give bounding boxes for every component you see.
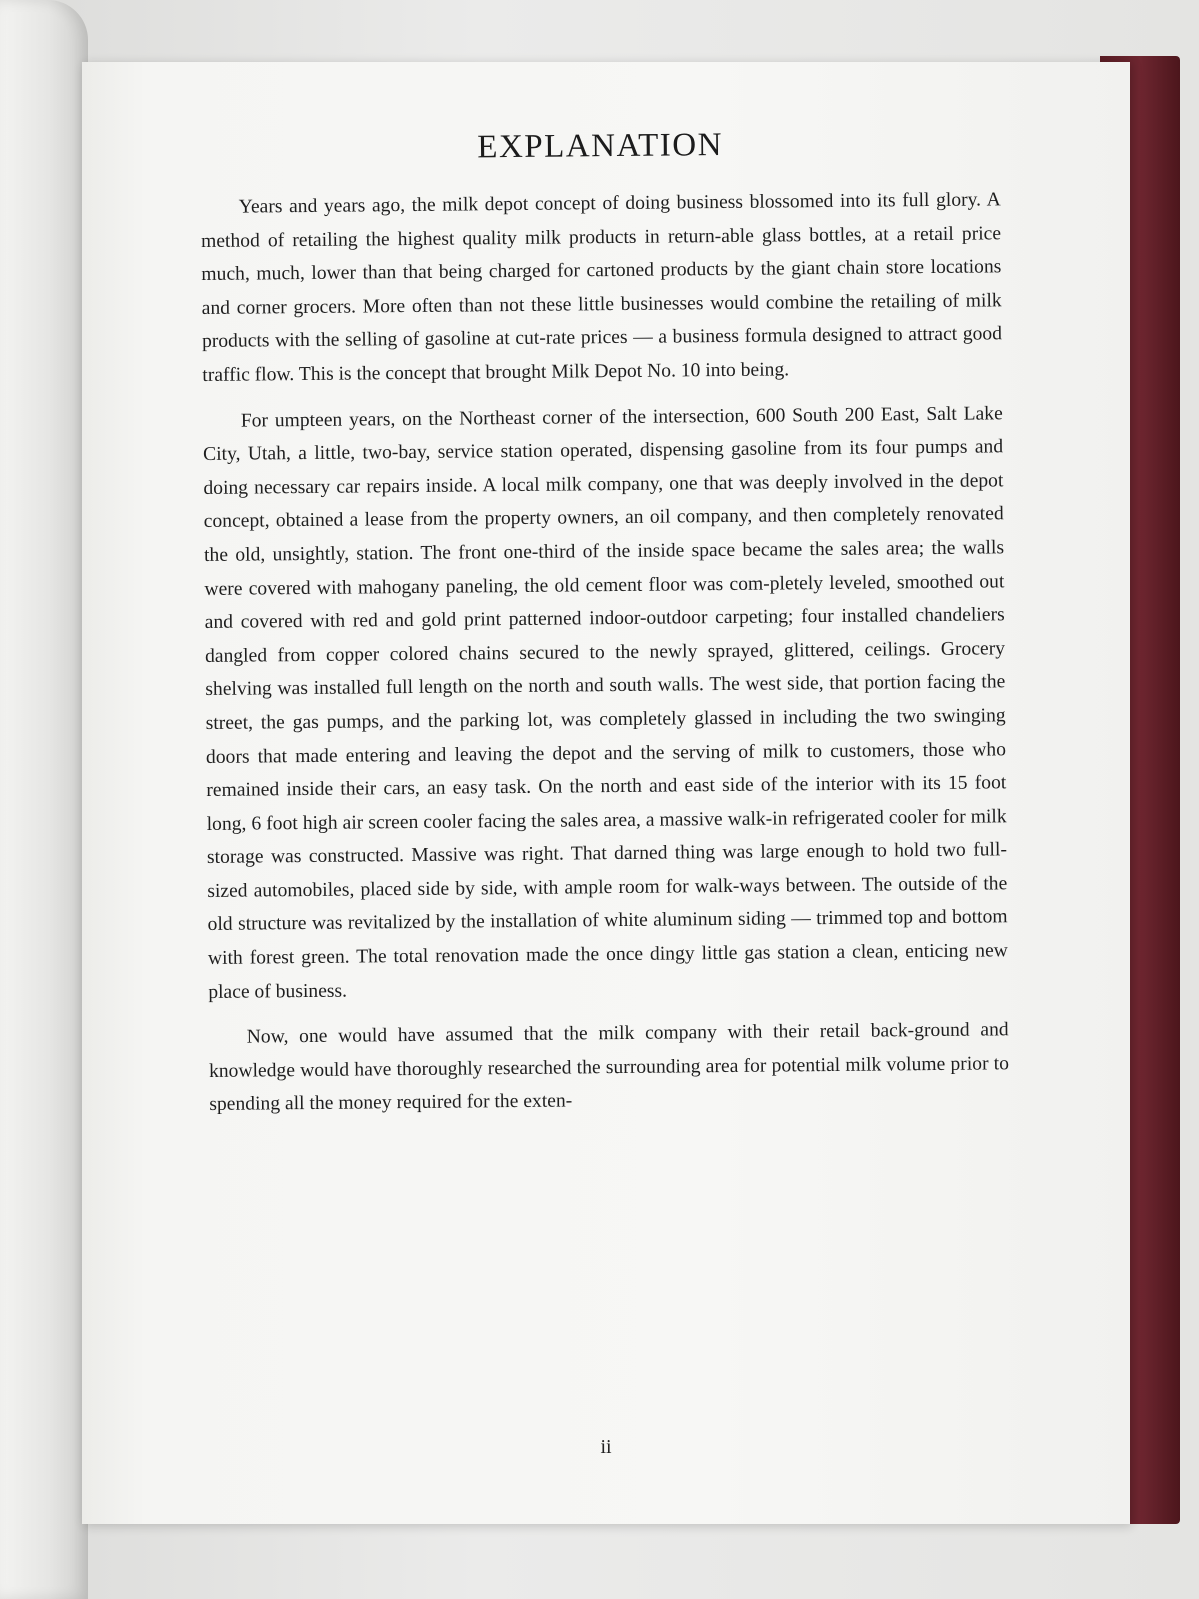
paragraph-3: Now, one would have assumed that the milk company with their retail back-ground and knowledge would have thoroughly researched the surrounding area for potential milk volume prior to spending all the money required for the exten- xyxy=(208,1019,1010,1116)
page-number: ii xyxy=(600,1436,612,1458)
facing-page-edge xyxy=(0,0,88,1599)
book-page xyxy=(82,62,1130,1524)
paragraph-2: For umpteen years, on the Northeast corner of the intersection, 600 South 200 East, Salt Lake City, Utah, a little, two-bay, service station operated, dispensing gasoline from its four pumps and doing necessary car repairs inside. A local milk company, one that was deeply involved in the depot concept, obtained a lease from the property owners, an oil company, and then completely renovated the old, unsightly, station. The front one-third of the inside space became the sales area; the walls were covered with mahogany paneling, the old cement floor was com-pletely leveled, smoothed out and covered with red and gold print patterned indoor-outdoor carpeting; four installed chandeliers dangled from copper colored chains secured to the newly sprayed, glittered, ceilings. Grocery shelving was installed full length on the north and south walls. The west side, that portion facing the street, the gas pumps, and the parking lot, was completely glassed in including the two swinging doors that made entering and leaving the depot and the serving of milk to customers, those who remained inside their cars, an easy task. On the north and east side of the interior with its 15 foot long, 6 foot high air screen cooler facing the sales area, a massive walk-in refrigerated cooler for milk storage was constructed. Massive was right. That darned thing was large enough to hold two full-sized automobiles, placed side by side, with ample room for walk-ways between. The outside of the old structure was revitalized by the installation of white aluminum siding — trimmed top and bottom with forest green. The total renovation made the once dingy little gas station a clean, enticing new place of business. xyxy=(202,402,1008,1003)
paragraph-1: Years and years ago, the milk depot concept of doing business blossomed into its full glory. A method of retailing the highest quality milk products in return-able glass bottles, at a retail price much, much, lower than that being charged for cartoned products by the giant chain store locations and corner grocers. More often than not these little businesses would combine the retailing of milk products with the selling of gasoline at cut-rate prices — a business formula designed to attract good traffic flow. This is the concept that brought Milk Depot No. 10 into being. xyxy=(200,189,1003,386)
page-text-block xyxy=(200,124,1010,1134)
page-title: EXPLANATION xyxy=(477,126,724,166)
